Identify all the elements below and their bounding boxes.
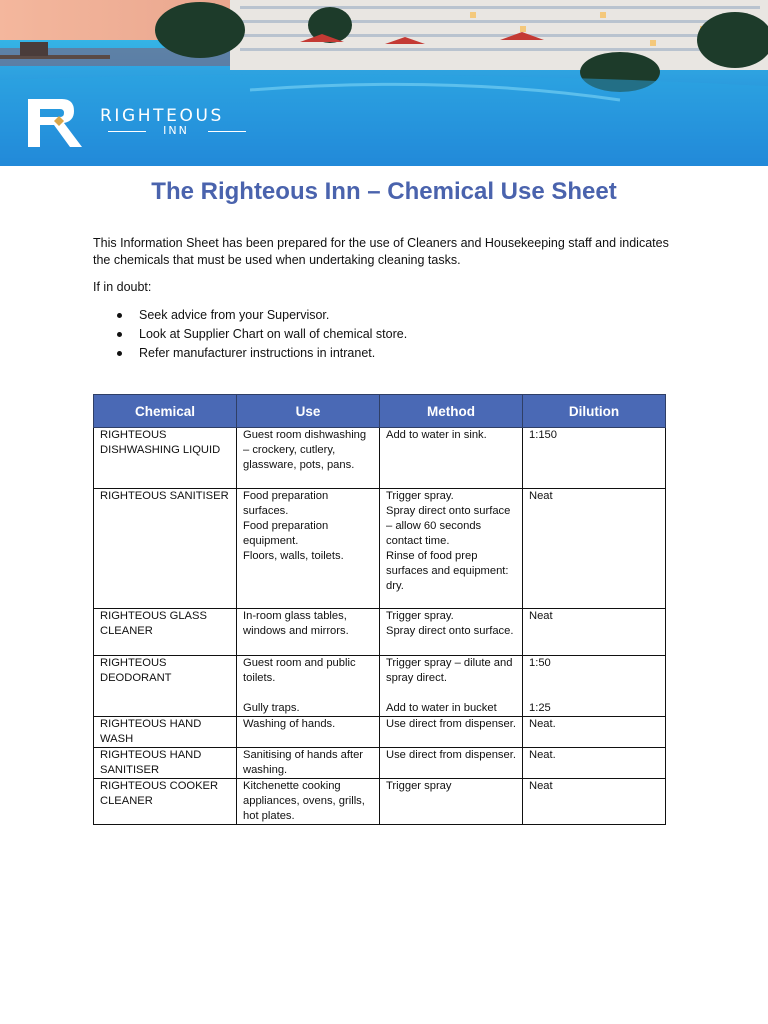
cell-dilution: 1:50 1:25 — [523, 656, 666, 717]
column-header-chemical: Chemical — [94, 395, 237, 428]
cell-use: Washing of hands. — [237, 717, 380, 748]
cell-chemical: RIGHTEOUS DEODORANT — [94, 656, 237, 717]
cell-chemical: RIGHTEOUS SANITISER — [94, 489, 237, 609]
cell-chemical: RIGHTEOUS HAND SANITISER — [94, 748, 237, 779]
cell-method: Trigger spray – dilute and spray direct. Add to water in bucket — [380, 656, 523, 717]
table-row — [94, 489, 666, 609]
list-item: Seek advice from your Supervisor. — [93, 307, 407, 326]
cell-use: Kitchenette cooking appliances, ovens, grills, hot plates. — [237, 779, 380, 825]
cell-chemical: RIGHTEOUS GLASS CLEANER — [94, 609, 237, 656]
table-row — [94, 717, 666, 748]
table-row — [94, 428, 666, 489]
cell-dilution: Neat. — [523, 717, 666, 748]
resort-pool-photo — [0, 0, 768, 166]
cell-chemical: RIGHTEOUS COOKER CLEANER — [94, 779, 237, 825]
cell-dilution: 1:150 — [523, 428, 666, 489]
header-banner — [0, 0, 768, 166]
chemical-table — [93, 394, 666, 825]
logo-subtitle: INN — [106, 124, 246, 140]
cell-method: Use direct from dispenser. — [380, 717, 523, 748]
cell-use: Sanitising of hands after washing. — [237, 748, 380, 779]
advice-list — [93, 307, 407, 364]
cell-dilution: Neat — [523, 489, 666, 609]
column-header-dilution: Dilution — [523, 395, 666, 428]
intro-paragraph: This Information Sheet has been prepared for the use of Cleaners and Housekeeping staff and indicates the chemicals that must be used when undertaking cleaning tasks. — [93, 236, 669, 267]
cell-use: Guest room and public toilets. Gully traps. — [237, 656, 380, 717]
logo-name: RIGHTEOUS — [100, 106, 224, 126]
cell-dilution: Neat. — [523, 748, 666, 779]
bullet-icon — [117, 313, 122, 318]
cell-use: In-room glass tables, windows and mirrors. — [237, 609, 380, 656]
cell-method: Add to water in sink. — [380, 428, 523, 489]
page-title: The Righteous Inn – Chemical Use Sheet — [151, 178, 617, 205]
cell-chemical: RIGHTEOUS HAND WASH — [94, 717, 237, 748]
table-row — [94, 656, 666, 717]
cell-chemical: RIGHTEOUS DISHWASHING LIQUID — [94, 428, 237, 489]
column-header-method: Method — [380, 395, 523, 428]
table-row — [94, 609, 666, 656]
bullet-icon — [117, 351, 122, 356]
list-item: Look at Supplier Chart on wall of chemical store. — [93, 326, 407, 345]
logo-monogram-icon — [24, 97, 86, 149]
doubt-heading: If in doubt: — [93, 280, 152, 294]
table-header-row — [94, 395, 666, 428]
bullet-icon — [117, 332, 122, 337]
column-header-use: Use — [237, 395, 380, 428]
cell-use: Food preparation surfaces. Food preparation equipment. Floors, walls, toilets. — [237, 489, 380, 609]
cell-dilution: Neat — [523, 779, 666, 825]
table-row — [94, 748, 666, 779]
table-row — [94, 779, 666, 825]
cell-dilution: Neat — [523, 609, 666, 656]
cell-method: Trigger spray — [380, 779, 523, 825]
cell-method: Trigger spray. Spray direct onto surface. — [380, 609, 523, 656]
cell-method: Trigger spray. Spray direct onto surface – allow 60 seconds contact time. Rinse of food prep surfaces and equipment: dry. — [380, 489, 523, 609]
cell-method: Use direct from dispenser. — [380, 748, 523, 779]
list-item: Refer manufacturer instructions in intranet. — [93, 345, 407, 364]
cell-use: Guest room dishwashing – crockery, cutlery, glassware, pots, pans. — [237, 428, 380, 489]
